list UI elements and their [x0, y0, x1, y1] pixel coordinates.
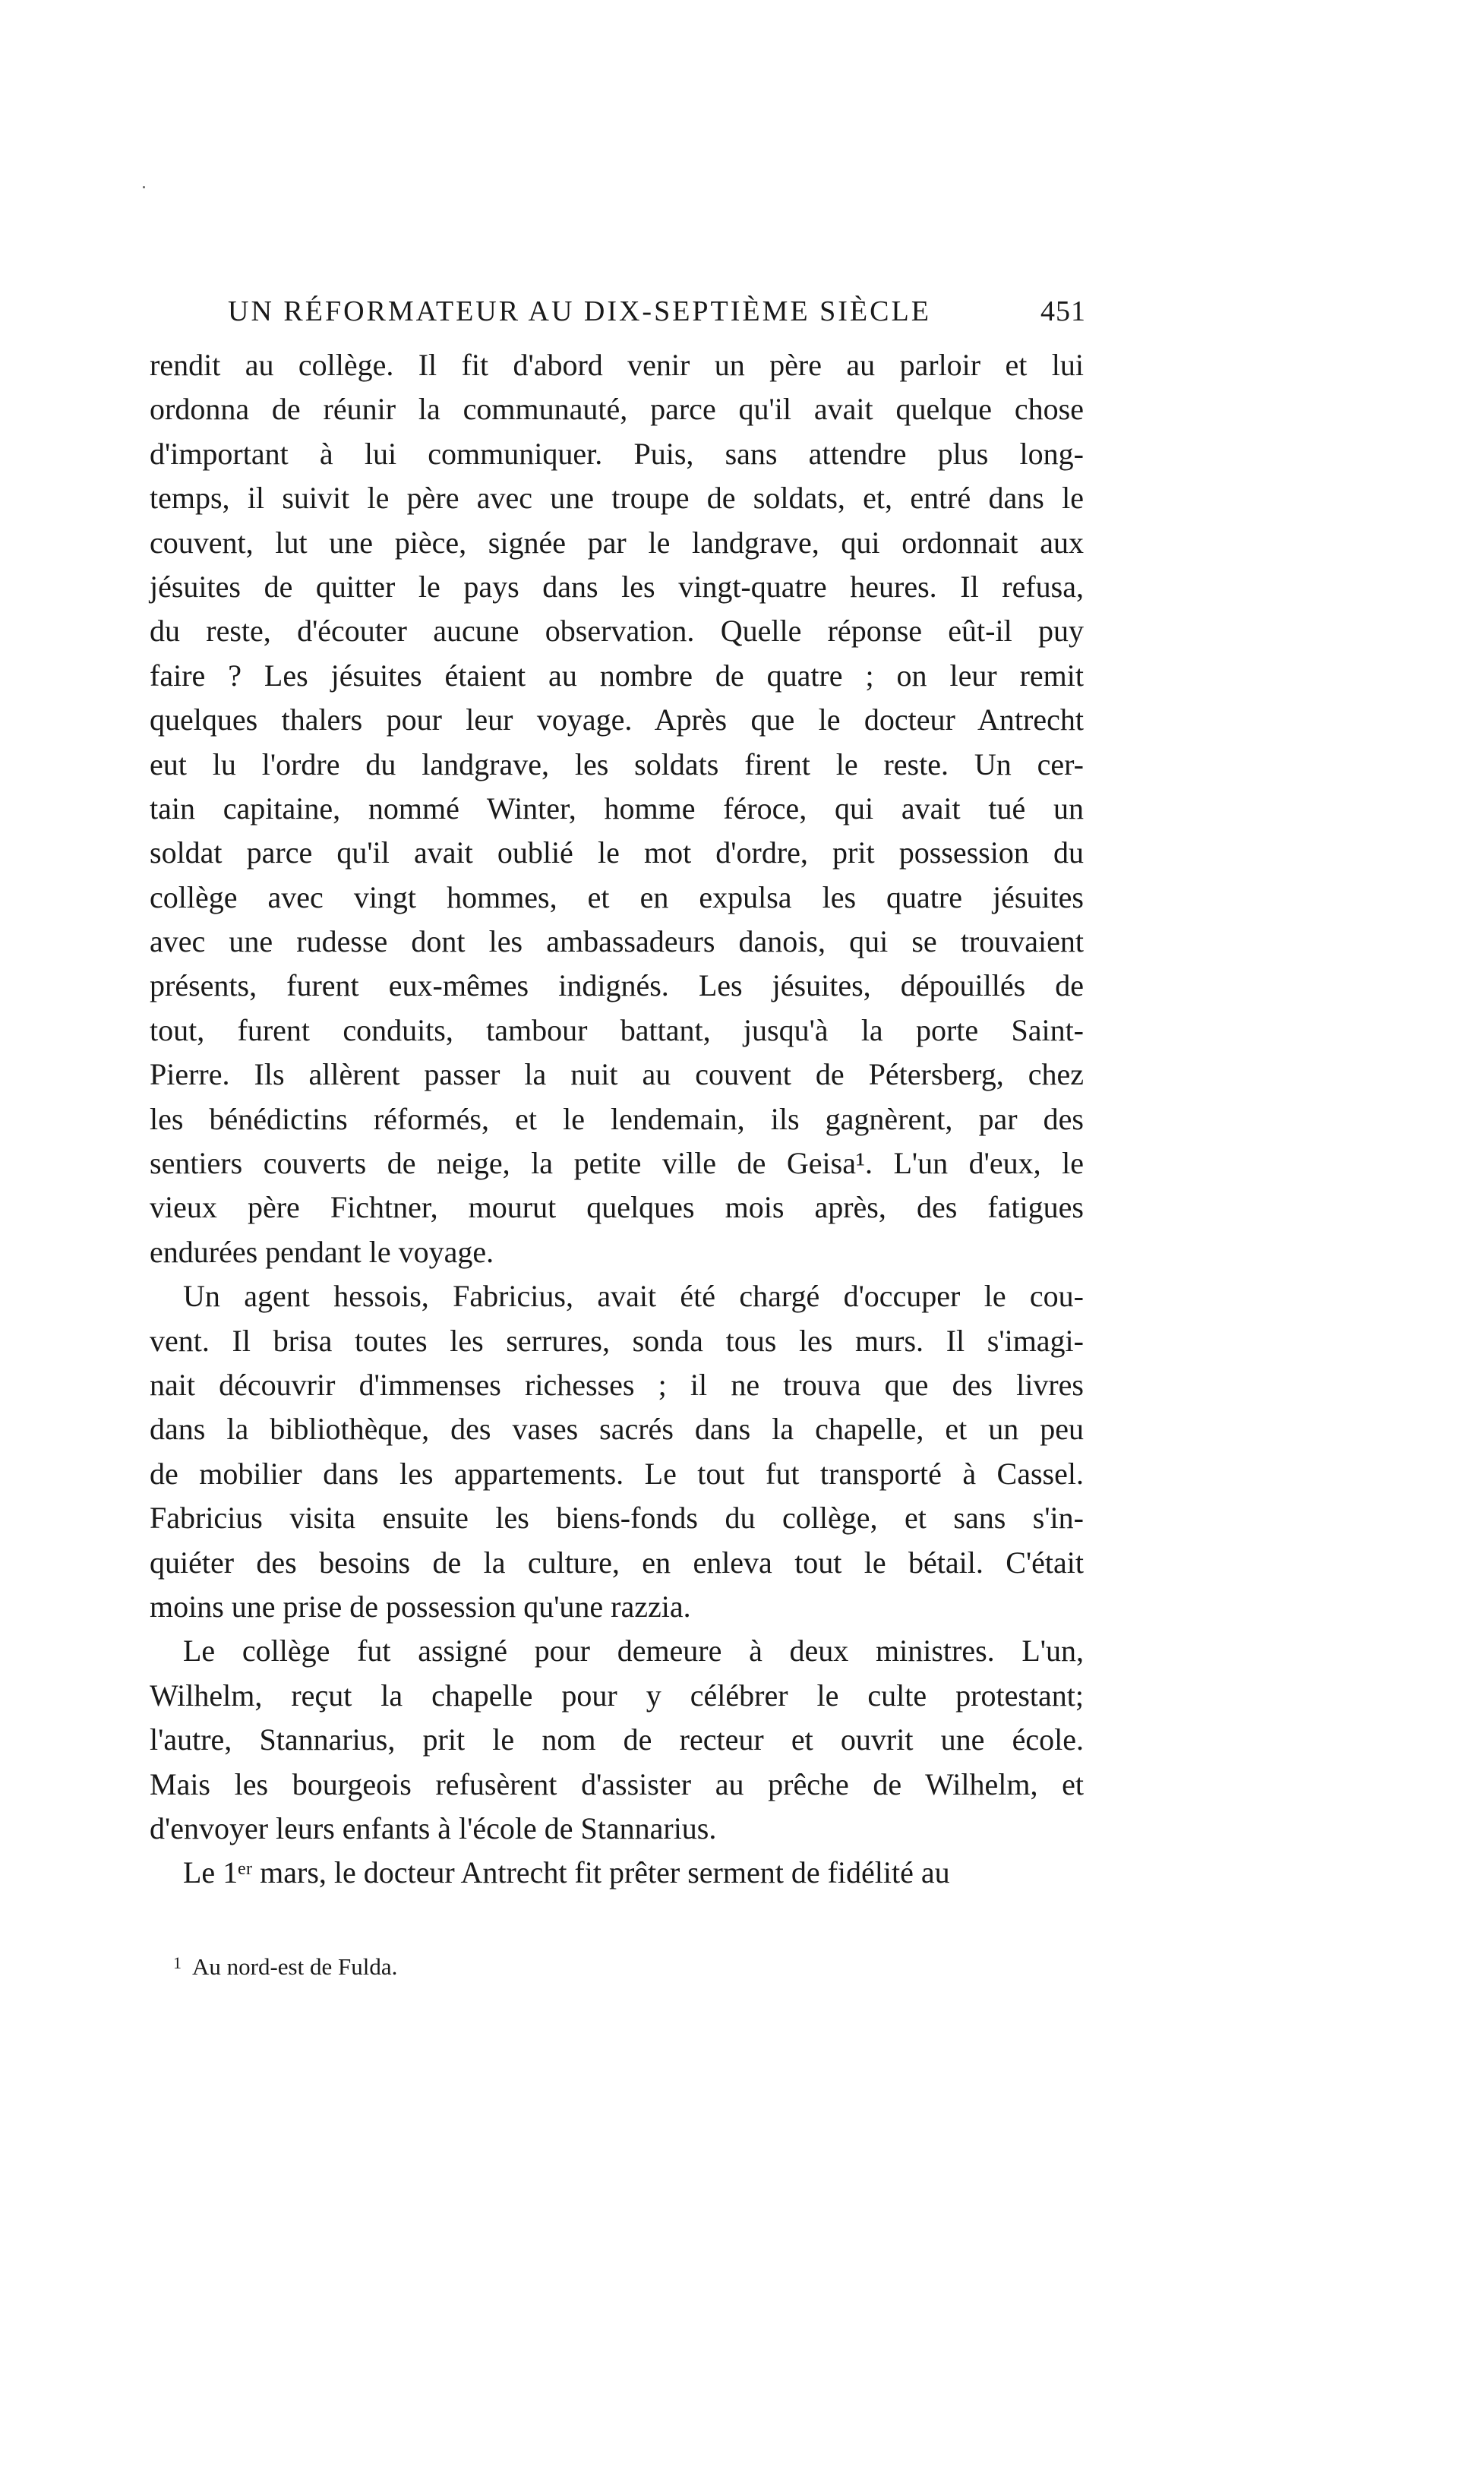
text-line: d'envoyer leurs enfants à l'école de Stannarius. [150, 1810, 717, 1845]
footnote-marker: 1 [173, 1953, 182, 1972]
text-line: Un agent hessois, Fabricius, avait été chargé d'occuper le cou- [183, 1279, 1084, 1314]
text-line: quiéter des besoins de la culture, en enleva tout le bétail. C'était [150, 1545, 1084, 1580]
text-line: Mais les bourgeois refusèrent d'assister au prêche de Wilhelm, et [150, 1766, 1084, 1801]
text-line: rendit au collège. Il fit d'abord venir un père au parloir et lui [150, 348, 1084, 382]
paragraph [150, 1851, 1084, 1895]
text-line: collège avec vingt hommes, et en expulsa les quatre jésuites [150, 879, 1084, 914]
text-line: eut lu l'ordre du landgrave, les soldats firent le reste. Un cer- [150, 747, 1084, 781]
paragraph [150, 1274, 1084, 1629]
text-line: vent. Il brisa toutes les serrures, sonda tous les murs. Il s'imagi- [150, 1323, 1084, 1358]
text-line: d'important à lui communiquer. Puis, sans attendre plus long- [150, 436, 1084, 471]
body-text [150, 343, 1084, 1896]
text-line: quelques thalers pour leur voyage. Après que le docteur Antrecht [150, 702, 1084, 737]
text-line: soldat parce qu'il avait oublié le mot d'ordre, prit possession du [150, 835, 1084, 870]
text-line: présents, furent eux-mêmes indignés. Les jésuites, dépouillés de [150, 968, 1084, 1003]
stray-ink-dot [143, 186, 145, 188]
text-line: Le collège fut assigné pour demeure à deux ministres. L'un, [183, 1634, 1084, 1668]
text-line: vieux père Fichtner, mourut quelques mois après, des fatigues [150, 1190, 1084, 1225]
text-line: sentiers couverts de neige, la petite ville de Geisa¹. L'un d'eux, le [150, 1146, 1084, 1181]
footnote [173, 1953, 397, 1981]
text-line: du reste, d'écouter aucune observation. Quelle réponse eût-il puy [150, 614, 1084, 649]
text-line: Wilhelm, reçut la chapelle pour y célébrer le culte protestant; [150, 1678, 1084, 1713]
text-line: faire ? Les jésuites étaient au nombre de quatre ; on leur remit [150, 658, 1084, 693]
text-line: tout, furent conduits, tambour battant, jusqu'à la porte Saint- [150, 1012, 1084, 1047]
text-line: ordonna de réunir la communauté, parce qu'il avait quelque chose [150, 392, 1084, 427]
text-line: jésuites de quitter le pays dans les vingt-quatre heures. Il refusa, [150, 569, 1084, 604]
text-line: tain capitaine, nommé Winter, homme féroce, qui avait tué un [150, 791, 1084, 826]
running-title: UN RÉFORMATEUR AU DIX-SEPTIÈME SIÈCLE [228, 295, 931, 327]
text-line: moins une prise de possession qu'une razzia. [150, 1589, 691, 1624]
paragraph [150, 1629, 1084, 1851]
text-line: dans la bibliothèque, des vases sacrés dans la chapelle, et un peu [150, 1412, 1084, 1447]
text-line: temps, il suivit le père avec une troupe de soldats, et, entré dans le [150, 481, 1084, 516]
text-line: Fabricius visita ensuite les biens-fonds du collège, et sans s'in- [150, 1501, 1084, 1536]
text-line: Pierre. Ils allèrent passer la nuit au couvent de Pétersberg, chez [150, 1057, 1084, 1092]
text-line: les bénédictins réformés, et le lendemain, ils gagnèrent, par des [150, 1101, 1084, 1136]
text-line: avec une rudesse dont les ambassadeurs danois, qui se trouvaient [150, 924, 1084, 959]
text-line: l'autre, Stannarius, prit le nom de recteur et ouvrit une école. [150, 1722, 1084, 1757]
text-line: nait découvrir d'immenses richesses ; il ne trouva que des livres [150, 1367, 1084, 1402]
page-header [228, 295, 1086, 334]
text-line: de mobilier dans les appartements. Le tout fut transporté à Cassel. [150, 1456, 1084, 1491]
paragraph [150, 343, 1084, 1274]
page-number: 451 [1040, 295, 1086, 327]
text-line: couvent, lut une pièce, signée par le landgrave, qui ordonnait aux [150, 525, 1084, 560]
text-line: endurées pendant le voyage. [150, 1234, 494, 1269]
text-line: Le 1ᵉʳ mars, le docteur Antrecht fit prêter serment de fidélité au [183, 1855, 950, 1890]
footnote-text: Au nord-est de Fulda. [192, 1953, 398, 1980]
